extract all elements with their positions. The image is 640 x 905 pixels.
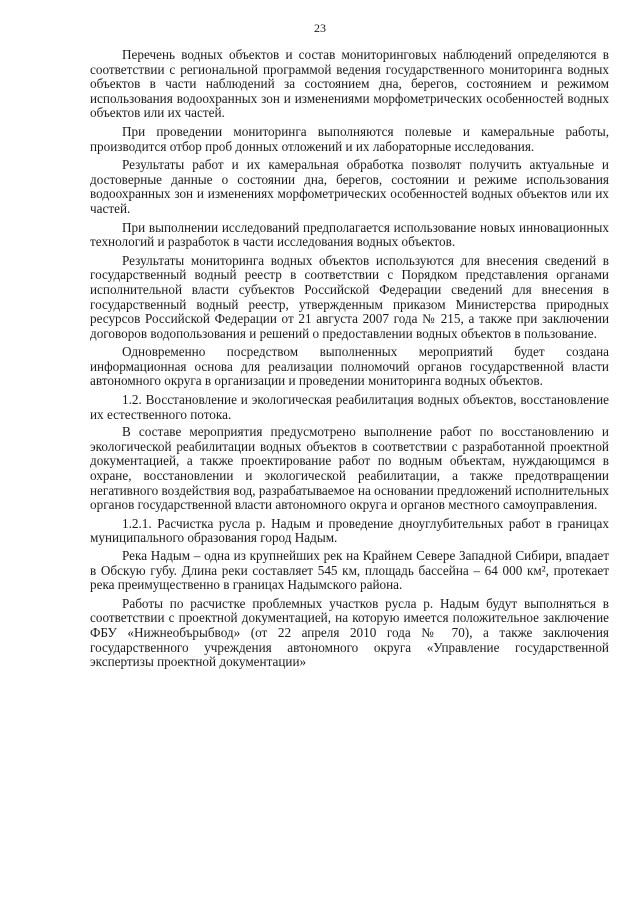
section-heading-1-2-1: 1.2.1. Расчистка русла р. Надым и проведение дноуглубительных работ в границах муниципального образования город Надым. [90, 515, 609, 546]
paragraph-information-basis: Одновременно посредством выполненных мероприятий будет создана информационная основа для реализации полномочий органов государственной власти автономного округа в организации и проведении мониторинга водных объектов. [90, 344, 609, 389]
paragraph-clearing-works: Работы по расчистке проблемных участков русла р. Надым будут выполняться в соответствии с проектной документацией, на которую имеется положительное заключение ФБУ «Нижнеобърыбвод» (от 22 апреля 2010 года № 70), а также заключения государственного учреждения автономного округа «Управление государственной экспертизы проектной документации» [90, 595, 609, 670]
document-body [90, 48, 609, 674]
paragraph-results-processing: Результаты работ и их камеральная обработка позволят получить актуальные и достоверные данные о состоянии дна, берегов, состоянии и режиме использования водоохранных зон и изменениях морфометрических особенностей водных объектов или их частей. [90, 157, 609, 216]
paragraph-water-registry: Результаты мониторинга водных объектов используются для внесения сведений в государственный водный реестр в соответствии с Порядком представления органами исполнительной власти субъектов Российской Федерации сведений для внесения в государственный водный реестр, утвержденным приказом Министерства природных ресурсов Российской Федерации от 21 августа 2007 года № 215, а также при заключении договоров водопользования и решений о предоставлении водных объектов в пользование. [90, 252, 609, 341]
page-number: 23 [314, 21, 326, 35]
paragraph-field-work: При проведении мониторинга выполняются полевые и камеральные работы, производится отбор проб донных отложений и их лабораторные исследования. [90, 123, 609, 154]
paragraph-monitoring-list: Перечень водных объектов и состав мониторинговых наблюдений определяются в соответствии с региональной программой ведения государственного мониторинга водных объектов в части наблюдений за состоянием дна, берегов, состоянием и режимом использования водоохранных зон и изменениями морфометрических особенностей водных объектов или их частей. [90, 47, 609, 121]
paragraph-nadym-river: Река Надым – одна из крупнейших рек на Крайнем Севере Западной Сибири, впадает в Обскую губу. Длина реки составляет 545 км, площадь бассейна – 64 000 км², протекает река преимущественно в границах Надымского района. [90, 548, 609, 593]
paragraph-rehabilitation: В составе мероприятия предусмотрено выполнение работ по восстановлению и экологической реабилитации водных объектов в соответствии с разработанной проектной документацией, а также проектирование работ по водным объектам, нуждающимся в охране, восстановлении и экологической реабилитации, а также предотвращении негативного воздействия вод, разрабатываемое на основании предложений исполнительных органов государственной власти автономного округа и органов местного самоуправления. [90, 424, 609, 513]
paragraph-innovations: При выполнении исследований предполагается использование новых инновационных технологий и разработок в части исследования водных объектов. [90, 219, 609, 250]
section-heading-1-2: 1.2. Восстановление и экологическая реабилитация водных объектов, восстановление их естественного потока. [90, 392, 609, 422]
